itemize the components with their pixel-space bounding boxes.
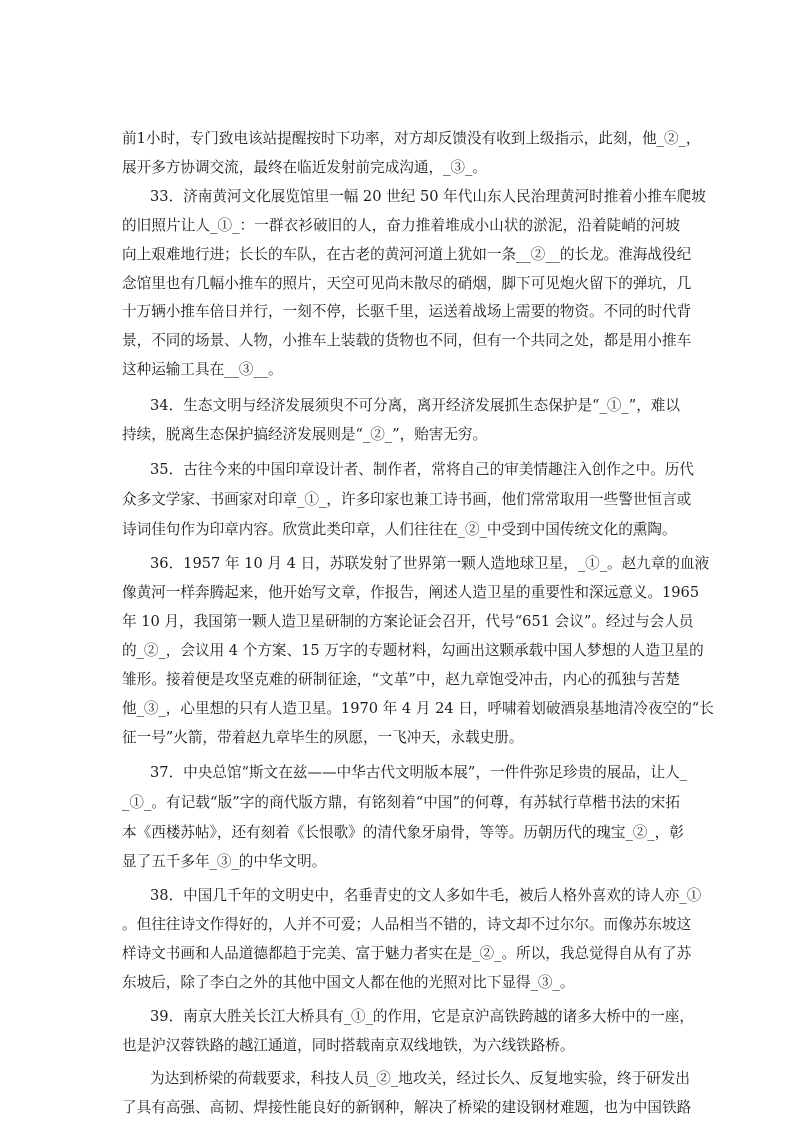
text-line: 前1小时，专门致电该站提醒按时下功率，对方却反馈没有收到上级指示，此刻，他_②_， — [122, 130, 701, 147]
text-line: 样诗文书画和人品道德都趋于完美、富于魅力者实在是_②_。所以，我总觉得自从有了苏 — [122, 945, 692, 962]
text-line: 显了五千多年_③_的中华文明。 — [122, 853, 327, 870]
text-line: 为达到桥梁的荷载要求，科技人员_②_地攻关，经过长久、反复地实验，终于研发出 — [150, 1070, 690, 1087]
text-line: 本《西楼苏帖》，还有刻着《长恨歌》的清代象牙扇骨，等等。历朝历代的瑰宝_②_，彰 — [122, 824, 684, 841]
text-line: 持续，脱离生态保护搞经济发展则是“_②_”，贻害无穷。 — [122, 426, 488, 443]
question-38-line: 38．中国几千年的文明史中，名垂青史的文人多如牛毛，被后人格外喜欢的诗人亦_① — [150, 887, 702, 904]
question-39-line: 39．南京大胜关长江大桥具有_①_的作用，它是京沪高铁跨越的诸多大桥中的一座， — [150, 1008, 694, 1025]
text-line: 向上艰难地行进；长长的车队，在古老的黄河河道上犹如一条__②__的长龙。淮海战役纪 — [122, 246, 692, 263]
text-line: 征一号”火箭，带着赵九章毕生的夙愿，一飞冲天，永载史册。 — [122, 729, 524, 746]
question-33-line: 33．济南黄河文化展览馆里一幅 20 世纪 50 年代山东人民治理黄河时推着小推车爬坡 — [150, 188, 706, 205]
question-37-line: 37．中央总馆“斯文在兹——中华古代文明版本展”，一件件弥足珍贵的展品，让人_ — [150, 764, 687, 781]
text-line: 他_③_，心里想的只有人造卫星。1970 年 4 月 24 日，呼啸着划破酒泉基地清冷夜空的“长 — [122, 700, 714, 717]
text-line: 的旧照片让人_①_：一群衣衫破旧的人，奋力推着堆成小山状的淤泥，沿着陡峭的河坡 — [122, 217, 680, 234]
question-34-line: 34．生态文明与经济发展须臾不可分离，离开经济发展抓生态保护是“_①_”，难以 — [150, 397, 680, 414]
text-line: _①_。有记载“版”字的商代版方鼎，有铭刻着“中国”的何尊，有苏轼行草楷书法的宋拓 — [122, 794, 680, 811]
text-line: 像黄河一样奔腾起来，他开始写文章，作报告，阐述人造卫星的重要性和深远意义。1965 — [122, 584, 700, 601]
text-line: 东坡后，除了李白之外的其他中国文人都在他的光照对比下显得_③_。 — [122, 974, 575, 991]
text-line: 也是沪汉蓉铁路的越江通道，同时搭载南京双线地铁，为六线铁路桥。 — [122, 1037, 575, 1054]
text-line: 了具有高强、高韧、焊接性能良好的新钢种，解决了桥梁的建设钢材难题，也为中国铁路 — [122, 1099, 692, 1116]
question-35-line: 35．古往今来的中国印章设计者、制作者，常将自己的审美情趣注入创作之中。历代 — [150, 461, 694, 478]
text-line: 的_②_，会议用 4 个方案、15 万字的专题材料，勾画出这颗承载中国人梦想的人造卫星的 — [122, 642, 704, 659]
text-line: 念馆里也有几幅小推车的照片，天空可见尚未散尽的硝烟，脚下可见炮火留下的弹坑，几 — [122, 275, 692, 292]
text-line: 这种运输工具在__③__。 — [122, 361, 283, 378]
text-line: 雏形。接着便是攻坚克难的研制征途，“文革”中，赵九章饱受冲击，内心的孤独与苦楚 — [122, 671, 680, 688]
text-line: 展开多方协调交流，最终在临近发射前完成沟通，_③_。 — [122, 159, 487, 176]
question-36-line: 36．1957 年 10 月 4 日，苏联发射了世界第一颗人造地球卫星，_①_。赵九章的血液 — [150, 555, 710, 572]
text-line: 十万辆小推车倍日并行，一刻不停，长驱千里，运送着战场上需要的物资。不同的时代背 — [122, 303, 692, 320]
text-line: 。但往往诗文作得好的，人并不可爱；人品相当不错的，诗文却不过尔尔。而像苏东坡这 — [122, 916, 692, 933]
text-line: 诗词佳句作为印章内容。欣赏此类印章，人们往往在_②_中受到中国传统文化的熏陶。 — [122, 521, 677, 538]
text-line: 众多文学家、书画家对印章_①_，许多印家也兼工诗书画，他们常常取用一些警世恒言或 — [122, 491, 692, 508]
text-line: 景，不同的场景、人物，小推车上装载的货物也不同，但有一个共同之处，都是用小推车 — [122, 332, 692, 349]
text-line: 年 10 月，我国第一颗人造卫星研制的方案论证会召开，代号“651 会议”。经过与会人员 — [122, 613, 694, 630]
